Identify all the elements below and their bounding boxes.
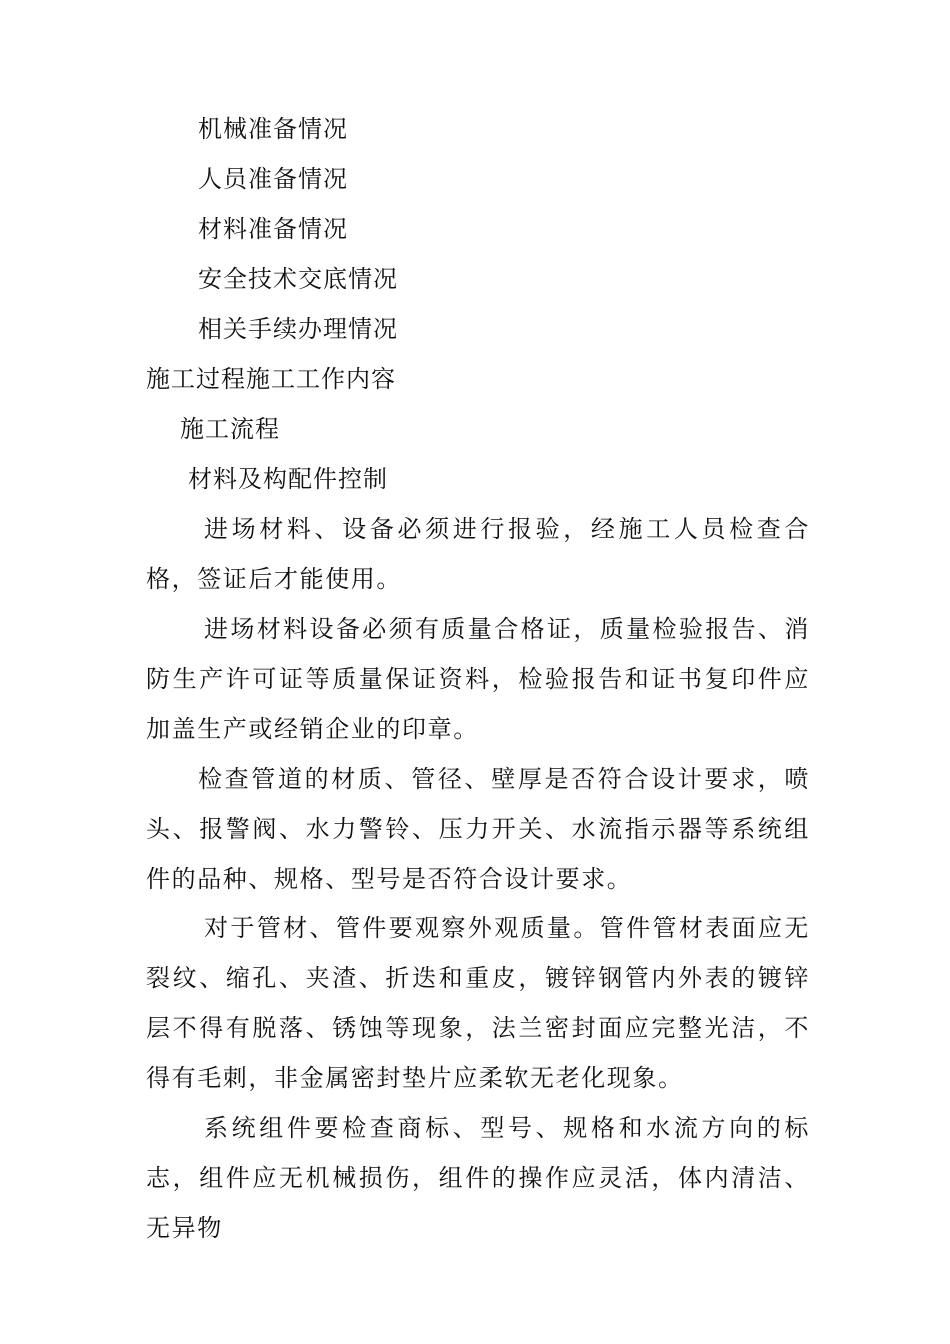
paragraph [146,504,810,604]
paragraph [146,1103,810,1253]
paragraph-text: 系统组件要检查商标、型号、规格和水流方向的标志，组件应无机械损伤，组件的操作应灵活，体内清洁、无异物 [146,1114,810,1242]
list-item-machinery: 机械准备情况 [198,115,348,143]
list-item-procedures: 相关手续办理情况 [198,315,398,343]
list-item-personnel: 人员准备情况 [198,165,348,193]
paragraph [146,604,810,754]
paragraph [146,903,810,1103]
list-item-safety-briefing: 安全技术交底情况 [198,265,398,293]
sub-title: 施工流程 [180,415,280,443]
paragraph [146,754,810,904]
paragraph-text: 对于管材、管件要观察外观质量。管件管材表面应无裂纹、缩孔、夹渣、折迭和重皮，镀锌钢管内外表的镀锌层不得有脱落、锈蚀等现象，法兰密封面应完整光洁，不得有毛刺，非金属密封垫片应柔软无老化现象。 [146,914,810,1092]
sub-sub-title: 材料及构配件控制 [188,465,388,493]
section-title: 施工过程施工工作内容 [146,365,396,393]
list-item-materials: 材料准备情况 [198,215,348,243]
paragraph-text: 进场材料、设备必须进行报验，经施工人员检查合格，签证后才能使用。 [146,515,810,593]
paragraph-text: 检查管道的材质、管径、壁厚是否符合设计要求，喷头、报警阀、水力警铃、压力开关、水流指示器等系统组件的品种、规格、型号是否符合设计要求。 [146,765,810,893]
paragraph-text: 进场材料设备必须有质量合格证，质量检验报告、消防生产许可证等质量保证资料，检验报告和证书复印件应加盖生产或经销企业的印章。 [146,615,810,743]
